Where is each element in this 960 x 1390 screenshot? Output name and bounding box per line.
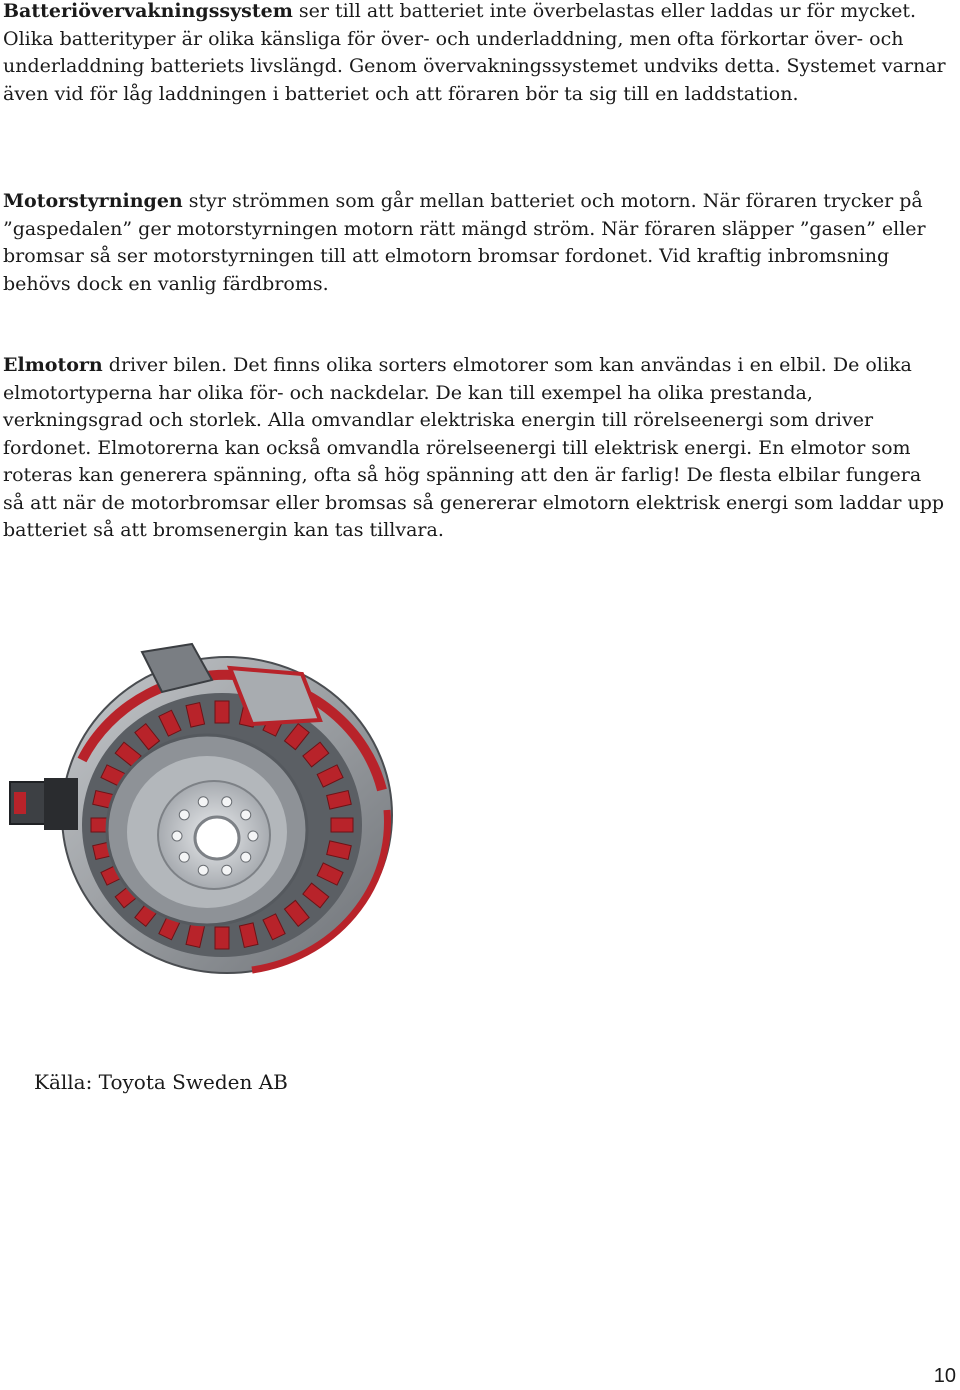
- hub-center-hole: [195, 817, 239, 859]
- paragraph-body: driver bilen. Det finns olika sorters elmotorer som kan användas i en elbil. De olika elmotortyperna har olika för- och nackdelar. De kan till exempel ha olika prestanda, verkningsgrad och storlek. Alla omvandlar elektriska energin till rörelseenergi som driver fordonet. Elmotorerna kan också omvandla rörelseenergi till elektrisk energi. En elmotor som roteras kan generera spänning, ofta så hög spänning att den är farlig! De flesta elbilar fungera så att när de motorbromsar eller bromsas så genererar elmotorn elektrisk energi som laddar upp batteriet så att bromsenergin kan tas tillvara.: [3, 354, 945, 541]
- paragraph-body: styr strömmen som går mellan batteriet och motorn. När föraren trycker på ”gaspedalen” ger motorstyrningen motorn rätt mängd ström. När föraren släpper ”gasen” eller bromsar så ser motorstyrningen till att elmotorn bromsar fordonet. Vid kraftig inbromsning behövs dock en vanlig färdbroms.: [3, 190, 926, 295]
- hub-bolt: [198, 797, 208, 807]
- stator-coil: [331, 818, 353, 832]
- stator-coil: [215, 927, 229, 949]
- hub-bolt: [222, 797, 232, 807]
- term-battery-monitoring: Batteriövervakningssystem: [3, 0, 293, 22]
- paragraph-body: ser till att batteriet inte överbelastas eller laddas ur för mycket. Olika batterityper är olika känsliga för över- och underladdning, men ofta förkortar över- och underladdning batteriets livslängd. Genom övervakningssystemet undviks detta. Systemet varnar även vid för låg laddningen i batteriet och att föraren bör ta sig till en laddstation.: [3, 0, 946, 105]
- motor-illustration: [2, 640, 420, 1010]
- hub-bolt: [248, 831, 258, 841]
- paragraph-electric-motor: [3, 352, 948, 545]
- connector-plug: [14, 792, 26, 814]
- paragraph-battery-monitoring: [3, 0, 948, 108]
- hub-bolt: [179, 810, 189, 820]
- hub-bolt: [179, 852, 189, 862]
- term-electric-motor: Elmotorn: [3, 354, 103, 376]
- connector-body: [44, 778, 78, 830]
- stator-coil: [215, 701, 229, 723]
- page-number: 10: [933, 1365, 956, 1387]
- hub-bolt: [172, 831, 182, 841]
- term-motor-control: Motorstyrningen: [3, 190, 183, 212]
- figure-caption: Källa: Toyota Sweden AB: [34, 1070, 288, 1094]
- hub-bolt: [198, 865, 208, 875]
- hub-bolt: [222, 865, 232, 875]
- hub-bolt: [241, 810, 251, 820]
- electric-motor-cutaway-icon: [2, 640, 420, 1010]
- hub-bolt: [241, 852, 251, 862]
- paragraph-motor-control: [3, 188, 948, 298]
